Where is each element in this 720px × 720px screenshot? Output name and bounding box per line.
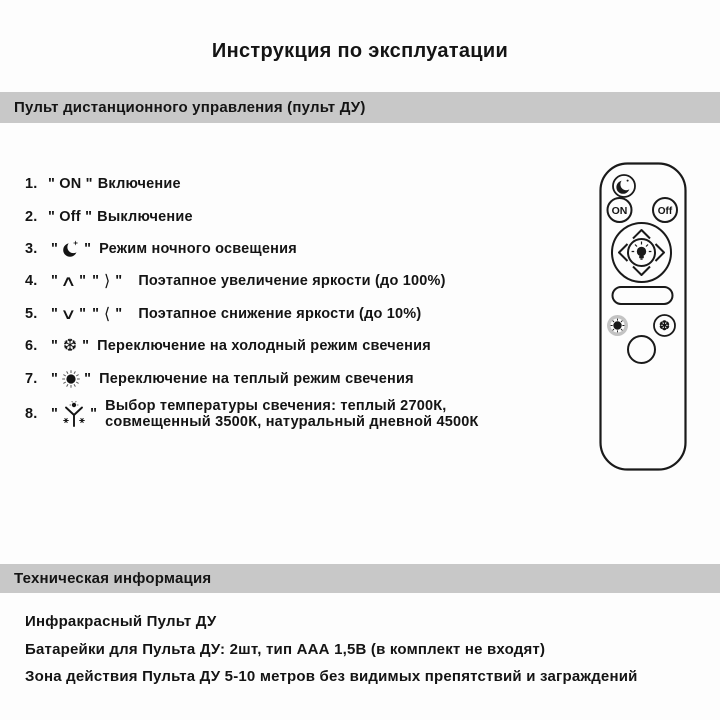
item-number: 5. [25, 305, 38, 322]
quote-mark: " [79, 305, 87, 322]
item-text: Выключение [97, 208, 193, 225]
quote-mark: " [51, 240, 59, 257]
section-header-tech-label: Техническая информация [14, 570, 212, 587]
instruction-item-4 [25, 265, 479, 297]
instruction-list [25, 168, 479, 430]
item-number: 3. [25, 240, 38, 257]
item-number: 1. [25, 176, 38, 193]
instruction-item-6 [25, 330, 479, 362]
instruction-item-8 [25, 395, 479, 430]
instruction-item-1 [25, 168, 479, 200]
item-text-line1: Выбор температуры свечения: теплый 2700К, [105, 397, 447, 414]
tech-info-line: Батарейки для Пульта ДУ: 2шт, тип ААА 1,5В (в комплект не входят) [25, 640, 546, 658]
item-number: 7. [25, 370, 38, 387]
remote-pill-button [613, 287, 673, 304]
remote-control-illustration [599, 162, 687, 472]
remote-cold-button [654, 315, 675, 336]
item-text: Режим ночного освещения [99, 240, 297, 257]
instruction-item-7 [25, 362, 479, 394]
quote-mark: " [84, 370, 92, 387]
item-number: 4. [25, 273, 38, 290]
item-text [105, 398, 478, 430]
item-text: Переключение на теплый режим свечения [99, 370, 414, 387]
quote-mark: " [82, 338, 90, 355]
item-number: 8. [25, 405, 38, 422]
quote-mark: " [51, 338, 59, 355]
item-text: Поэтапное снижение яркости (до 10%) [138, 305, 422, 322]
instruction-item-3 [25, 233, 479, 265]
section-header-tech [0, 564, 720, 593]
remote-on-button [608, 198, 632, 222]
step-right-icon: ⟩ [104, 273, 111, 291]
quote-mark: " [51, 273, 59, 290]
quote-mark: " [90, 405, 98, 422]
quote-mark: " [115, 305, 123, 322]
snowflake-icon: ❆ [659, 318, 670, 333]
quote-mark: " [51, 370, 59, 387]
quote-mark: " [92, 273, 100, 290]
quote-mark: " [51, 305, 59, 322]
remote-off-label: Off [657, 205, 673, 217]
item-text: Включение [97, 176, 181, 193]
item-number: 2. [25, 208, 38, 225]
warm-sun-icon [61, 369, 81, 389]
remote-bottom-button [628, 336, 655, 363]
snowflake-icon: ❆ [62, 336, 78, 356]
remote-on-label: ON [611, 204, 628, 217]
off-label: " Off " [48, 208, 93, 225]
quote-mark: " [84, 240, 92, 257]
tech-info-line: Зона действия Пульта ДУ 5-10 метров без видимых препятствий и заграждений [25, 668, 638, 686]
tech-info [25, 608, 638, 691]
brightness-down-icon: ∨ [60, 305, 77, 323]
remote-dpad [612, 223, 671, 282]
on-label: " ON " [48, 176, 93, 193]
brightness-up-icon: ∧ [60, 273, 77, 291]
tech-info-line: Инфракрасный Пульт ДУ [25, 613, 217, 631]
step-left-icon: ⟨ [104, 305, 111, 323]
quote-mark: " [92, 305, 100, 322]
quote-mark: " [79, 273, 87, 290]
crescent-moon-icon [61, 239, 81, 259]
item-text: Переключение на холодный режим свечения [97, 338, 431, 355]
section-header-remote-label: Пульт дистанционного управления (пульт ДУ) [14, 99, 366, 116]
page-title: Инструкция по эксплуатации [211, 40, 509, 62]
quote-mark: " [115, 273, 123, 290]
item-text-line2: совмещенный 3500К, натуральный дневной 4500К [105, 413, 479, 430]
instruction-item-2 [25, 200, 479, 232]
item-text: Поэтапное увеличение яркости (до 100%) [138, 273, 446, 290]
quote-mark: " [51, 405, 59, 422]
remote-warm-button [607, 315, 628, 336]
section-header-remote [0, 92, 720, 123]
color-temperature-select-icon [61, 400, 87, 428]
instruction-item-5 [25, 298, 479, 330]
remote-off-button [653, 198, 677, 222]
item-number: 6. [25, 338, 38, 355]
